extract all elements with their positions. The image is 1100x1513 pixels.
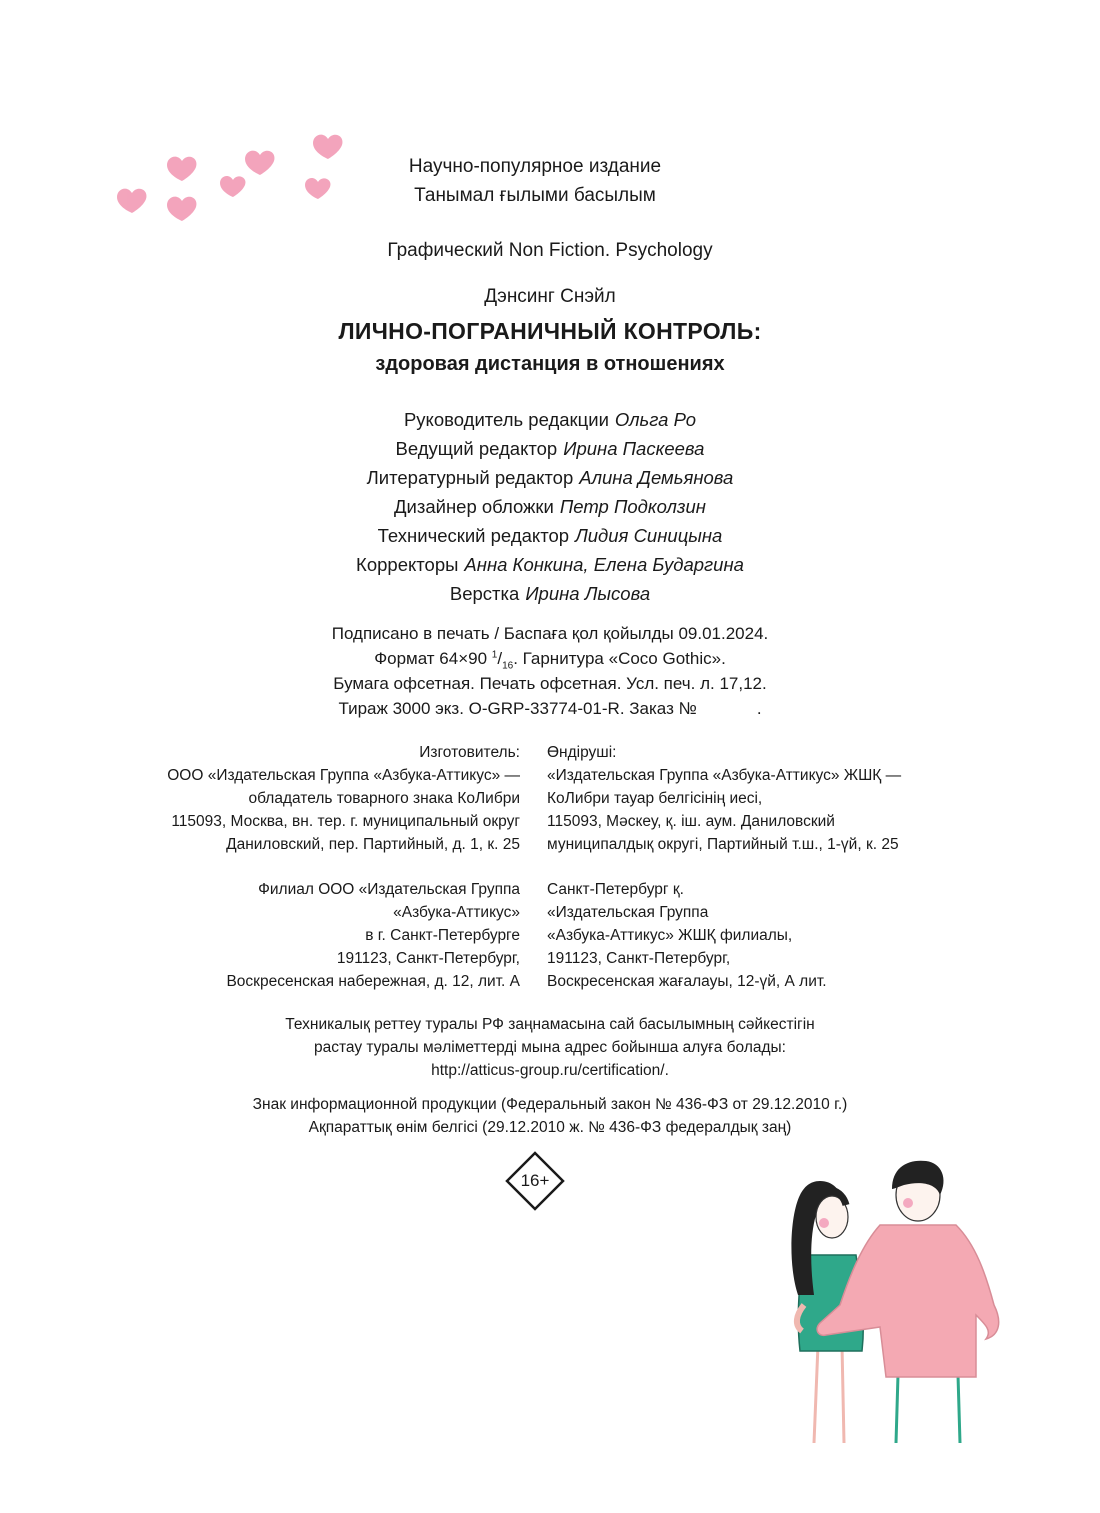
branch-kz-line: Санкт-Петербург қ. xyxy=(547,881,684,898)
branch-ru-line: Воскресенская набережная, д. 12, лит. А xyxy=(226,973,520,990)
law-note xyxy=(0,1093,1100,1139)
heart-icon xyxy=(117,189,146,213)
credit-role: Технический редактор xyxy=(377,525,570,546)
manufacturer-ru-line: Изготовитель: xyxy=(419,744,520,761)
credit-row xyxy=(0,434,1100,463)
format-prefix: Формат 64×90 xyxy=(374,649,492,668)
print-run: Тираж 3000 экз. O-GRP-33774-01-R. Заказ № xyxy=(338,699,697,718)
branch-kz-line: 191123, Санкт-Петербург, xyxy=(547,950,731,967)
publication-type-ru: Научно-популярное издание xyxy=(408,156,662,177)
imprint-format: Формат 64×90 $^1/_{16}$. Гарнитура «Coco Gothic». xyxy=(374,649,726,672)
manufacturer-kz-line: муниципалдық округі, Партийный т.ш., 1-үй, к. 25 xyxy=(547,836,899,853)
credit-role: Руководитель редакции xyxy=(403,409,609,430)
credit-role: Верстка xyxy=(449,583,520,604)
publication-type xyxy=(345,152,725,210)
heart-icon xyxy=(167,197,196,221)
format-suffix: . Гарнитура «Coco Gothic». xyxy=(513,649,726,668)
branch-ru-line: «Азбука-Аттикус» xyxy=(393,904,520,921)
branch-ru-line: Филиал ООО «Издательская Группа xyxy=(258,881,520,898)
credit-row xyxy=(0,492,1100,521)
credit-row xyxy=(0,521,1100,550)
hearts-illustration xyxy=(105,125,365,235)
law-line-kz: Ақпараттық өнім белгісі (29.12.2010 ж. № 436-ФЗ федералдық заң) xyxy=(308,1119,792,1136)
credit-name: Алина Демьянова xyxy=(579,467,734,488)
manufacturer-kz-line: «Издательская Группа «Азбука-Аттикус» ЖШҚ — xyxy=(547,767,902,784)
credit-row xyxy=(0,463,1100,492)
credit-name: Ирина Паскеева xyxy=(563,438,705,459)
book-title: ЛИЧНО-ПОГРАНИЧНЫЙ КОНТРОЛЬ: xyxy=(338,318,762,344)
series-name: Графический Non Fiction. Psychology xyxy=(387,240,713,261)
branch-ru-line: 191123, Санкт-Петербург, xyxy=(336,950,520,967)
order-end: . xyxy=(756,699,762,718)
credit-name: Петр Подколзин xyxy=(559,496,706,517)
credit-name: Ирина Лысова xyxy=(525,583,651,604)
author-name: Дэнсинг Снэйл xyxy=(484,286,616,307)
branch-kz-line: «Азбука-Аттикус» ЖШҚ филиалы, xyxy=(547,927,793,944)
manufacturer-kz-line: 115093, Мәскеу, қ. іш. аум. Даниловский xyxy=(547,813,835,830)
heart-icon xyxy=(313,135,342,159)
imprint-paper: Бумага офсетная. Печать офсетная. Усл. печ. л. 17,12. xyxy=(333,674,767,693)
heart-icon xyxy=(305,178,331,199)
manufacturer-ru-line: Даниловский, пер. Партийный, д. 1, к. 25 xyxy=(226,836,520,853)
branch-kz-line: Воскресенская жағалауы, 12-үй, А лит. xyxy=(547,973,827,990)
heart-icon xyxy=(245,151,274,175)
manufacturer-ru-line: ООО «Издательская Группа «Азбука-Аттикус» — xyxy=(167,767,520,784)
manufacturer-ru-line: обладатель товарного знака КоЛибри xyxy=(248,790,520,807)
manufacturer-kz xyxy=(547,741,1027,856)
manufacturer-kz-line: Өндіруші: xyxy=(547,744,617,761)
credit-name: Анна Конкина, Елена Бударгина xyxy=(464,554,744,575)
credit-role: Корректоры xyxy=(356,554,459,575)
certification-line: Техникалық реттеу туралы РФ заңнамасына сай басылымның сәйкестігін xyxy=(285,1016,815,1033)
branch-kz-line: «Издательская Группа xyxy=(547,904,709,921)
credit-row xyxy=(0,579,1100,608)
publication-type-kz: Танымал ғылыми басылым xyxy=(414,185,656,206)
credit-role: Дизайнер обложки xyxy=(393,496,554,517)
branch-ru xyxy=(80,878,520,993)
credit-row xyxy=(0,550,1100,579)
imprint-block xyxy=(0,621,1100,721)
book-subtitle: здоровая дистанция в отношениях xyxy=(375,353,725,375)
certification-url: http://atticus-group.ru/certification/. xyxy=(431,1062,669,1079)
credits-list xyxy=(0,405,1100,608)
format-denominator: 16 xyxy=(502,660,514,672)
age-rating: 16+ xyxy=(520,1171,550,1190)
credit-name: Лидия Синицына xyxy=(575,525,723,546)
law-line-ru: Знак информационной продукции (Федеральный закон № 436-ФЗ от 29.12.2010 г.) xyxy=(252,1096,848,1113)
couple-illustration xyxy=(780,1155,1010,1445)
branch-kz xyxy=(547,878,1027,993)
heart-icon xyxy=(167,157,196,181)
certification-note xyxy=(0,1013,1100,1082)
credit-role: Ведущий редактор xyxy=(395,438,558,459)
imprint-print-run xyxy=(0,696,1100,721)
manufacturer-ru-line: 115093, Москва, вн. тер. г. муниципальный округ xyxy=(171,813,520,830)
imprint-signed: Подписано в печать / Баспаға қол қойылды 09.01.2024. xyxy=(331,624,769,643)
manufacturer-kz-line: КоЛибри тауар белгісінің иесі, xyxy=(547,790,763,807)
heart-icon xyxy=(220,176,246,197)
format-numerator: 1 xyxy=(491,649,498,661)
manufacturer-ru xyxy=(80,741,520,856)
credit-name: Ольга Ро xyxy=(614,409,697,430)
credit-role: Литературный редактор xyxy=(366,467,574,488)
certification-line: растау туралы мәліметтерді мына адрес бойынша алуға болады: xyxy=(313,1039,786,1056)
credit-row xyxy=(0,405,1100,434)
branch-ru-line: в г. Санкт-Петербурге xyxy=(365,927,520,944)
